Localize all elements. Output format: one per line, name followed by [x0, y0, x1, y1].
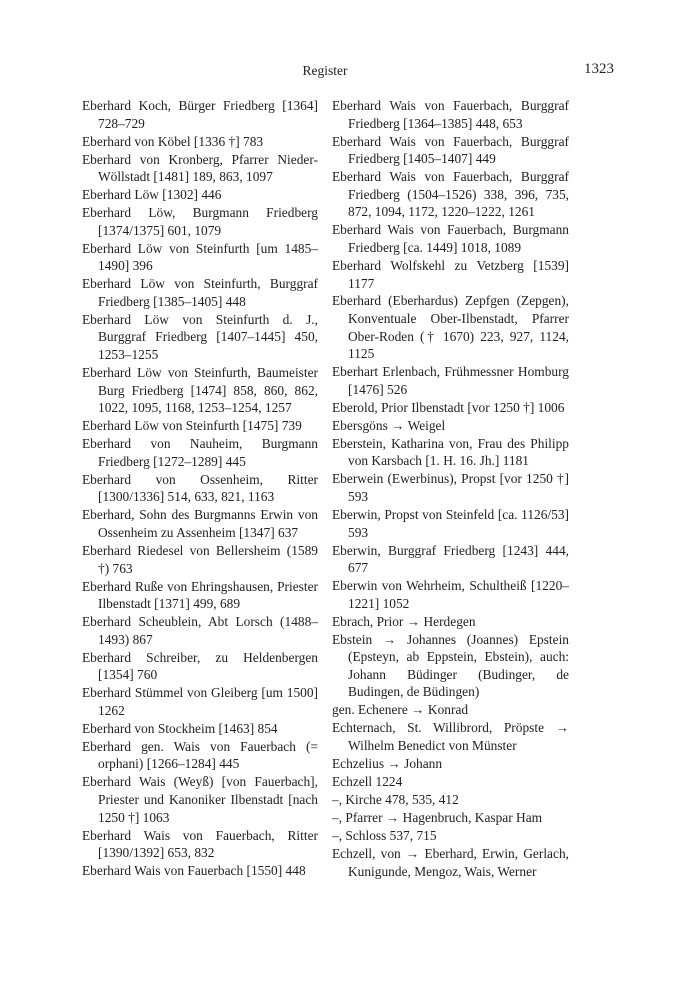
- index-entry: Eberhard Scheublein, Abt Lorsch (1488–1493) 867: [82, 614, 318, 647]
- index-entry: Ebstein → Johannes (Joannes) Epstein (Epsteyn, ab Eppstein, Ebstein), auch: Johann Büdinger (Budinger, de Budingen, de Büdingen): [332, 631, 569, 700]
- index-entry: Eberhard Schreiber, zu Heldenbergen [1354] 760: [82, 649, 318, 683]
- index-entry: Eberold, Prior Ilbenstadt [vor 1250 †] 1006: [332, 399, 565, 415]
- index-entry: –, Schloss 537, 715: [332, 827, 437, 843]
- right-column: [332, 97, 569, 881]
- index-entry: Eberhard Wais (Weyß) [von Fauerbach], Priester und Kanoniker Ilbenstadt [nach 1250 †] 1063: [82, 774, 318, 825]
- index-entry: –, Pfarrer → Hagenbruch, Kaspar Ham: [332, 809, 543, 825]
- index-entry: Eberhard Wais von Fauerbach [1550] 448: [82, 863, 306, 879]
- index-entry: Echzell 1224: [332, 773, 403, 789]
- index-entry: Eberwein (Ewerbinus), Propst [vor 1250 †] 593: [332, 471, 569, 504]
- index-entry: Eberwin, Propst von Steinfeld [ca. 1126/53] 593: [332, 506, 569, 540]
- index-entry: –, Kirche 478, 535, 412: [332, 791, 459, 807]
- index-entry: Eberhard Wais von Fauerbach, Burggraf Friedberg [1364–1385] 448, 653: [332, 98, 569, 131]
- page-number: 1323: [584, 61, 614, 77]
- index-entry: Eberhard Wais von Fauerbach, Burgmann Friedberg [ca. 1449] 1018, 1089: [332, 222, 569, 255]
- index-entry: Eberhard Löw, Burgmann Friedberg [1374/1375] 601, 1079: [82, 205, 318, 238]
- page-header: [0, 61, 700, 85]
- index-entry: Eberhard Koch, Bürger Friedberg [1364] 728–729: [82, 98, 318, 131]
- index-entry: gen. Echenere → Konrad: [332, 702, 469, 718]
- index-entry: Eberwin von Wehrheim, Schultheiß [1220–1221] 1052: [332, 578, 569, 611]
- index-entry: Eberhard Wais von Fauerbach, Burggraf Friedberg [1405–1407] 449: [332, 133, 569, 167]
- index-entry: Ebersgöns → Weigel: [332, 417, 446, 433]
- index-entry: Eberhard Riedesel von Bellersheim (1589 †) 763: [82, 542, 318, 576]
- index-entry: Eberwin, Burggraf Friedberg [1243] 444, 677: [332, 542, 569, 576]
- index-entry: Eberhard Löw von Steinfurth, Burggraf Friedberg [1385–1405] 448: [82, 276, 318, 309]
- index-entry: Eberhard Löw von Steinfurth d. J., Burggraf Friedberg [1407–1445] 450, 1253–1255: [82, 311, 318, 363]
- index-entry: Eberhard Löw von Steinfurth, Baumeister Burg Friedberg [1474] 858, 860, 862, 1022, 1095, 1168, 1253–1254, 1257: [82, 365, 318, 416]
- index-entry: Eberhard von Nauheim, Burgmann Friedberg [1272–1289] 445: [82, 436, 318, 469]
- index-entry: Eberstein, Katharina von, Frau des Philipp von Karsbach [1. H. 16. Jh.] 1181: [332, 435, 569, 469]
- index-entry: Eberhard Löw von Steinfurth [um 1485–1490] 396: [82, 240, 318, 274]
- index-entry: Eberhard Löw von Steinfurth [1475] 739: [82, 418, 302, 434]
- index-entry: Eberhard Ruße von Ehringshausen, Priester Ilbenstadt [1371] 499, 689: [82, 578, 318, 612]
- index-entry: Eberhard Wais von Fauerbach, Burggraf Friedberg (1504–1526) 338, 396, 735, 872, 1094, 1172, 1220–1222, 1261: [332, 169, 569, 220]
- index-entry: Eberhard von Ossenheim, Ritter [1300/1336] 514, 633, 821, 1163: [82, 471, 318, 505]
- index-entry: Eberhard Wais von Fauerbach, Ritter [1390/1392] 653, 832: [82, 827, 318, 861]
- index-entry: Echzell, von → Eberhard, Erwin, Gerlach, Kunigunde, Mengoz, Wais, Werner: [332, 845, 569, 879]
- left-column: [82, 97, 318, 880]
- index-entry: Eberhard von Kronberg, Pfarrer Nieder-Wöllstadt [1481] 189, 863, 1097: [82, 151, 318, 185]
- index-entry: Eberhard Stümmel von Gleiberg [um 1500] 1262: [82, 685, 318, 718]
- index-entry: Eberhard Löw [1302] 446: [82, 187, 222, 203]
- index-entry: Echzelius → Johann: [332, 756, 443, 771]
- index-entry: Eberhard, Sohn des Burgmanns Erwin von Ossenheim zu Assenheim [1347] 637: [82, 507, 318, 540]
- index-entry: Eberhart Erlenbach, Frühmessner Homburg [1476] 526: [332, 364, 569, 397]
- index-entry: Eberhard von Stockheim [1463] 854: [82, 720, 278, 736]
- index-entry: Eberhard von Köbel [1336 †] 783: [82, 133, 264, 149]
- index-entry: Eberhard Wolfskehl zu Vetzberg [1539] 1177: [332, 257, 569, 291]
- index-entry: Echternach, St. Willibrord, Pröpste → Wilhelm Benedict von Münster: [332, 720, 569, 754]
- index-entry: Eberhard (Eberhardus) Zepfgen (Zepgen), Konventuale Ober-Ilbenstadt, Pfarrer Ober-Roden († 1670) 223, 927, 1124, 1125: [332, 293, 569, 362]
- index-entry: Ebrach, Prior → Herdegen: [332, 613, 476, 629]
- running-head: Register: [302, 63, 348, 78]
- index-entry: Eberhard gen. Wais von Fauerbach (= orphani) [1266–1284] 445: [82, 738, 318, 772]
